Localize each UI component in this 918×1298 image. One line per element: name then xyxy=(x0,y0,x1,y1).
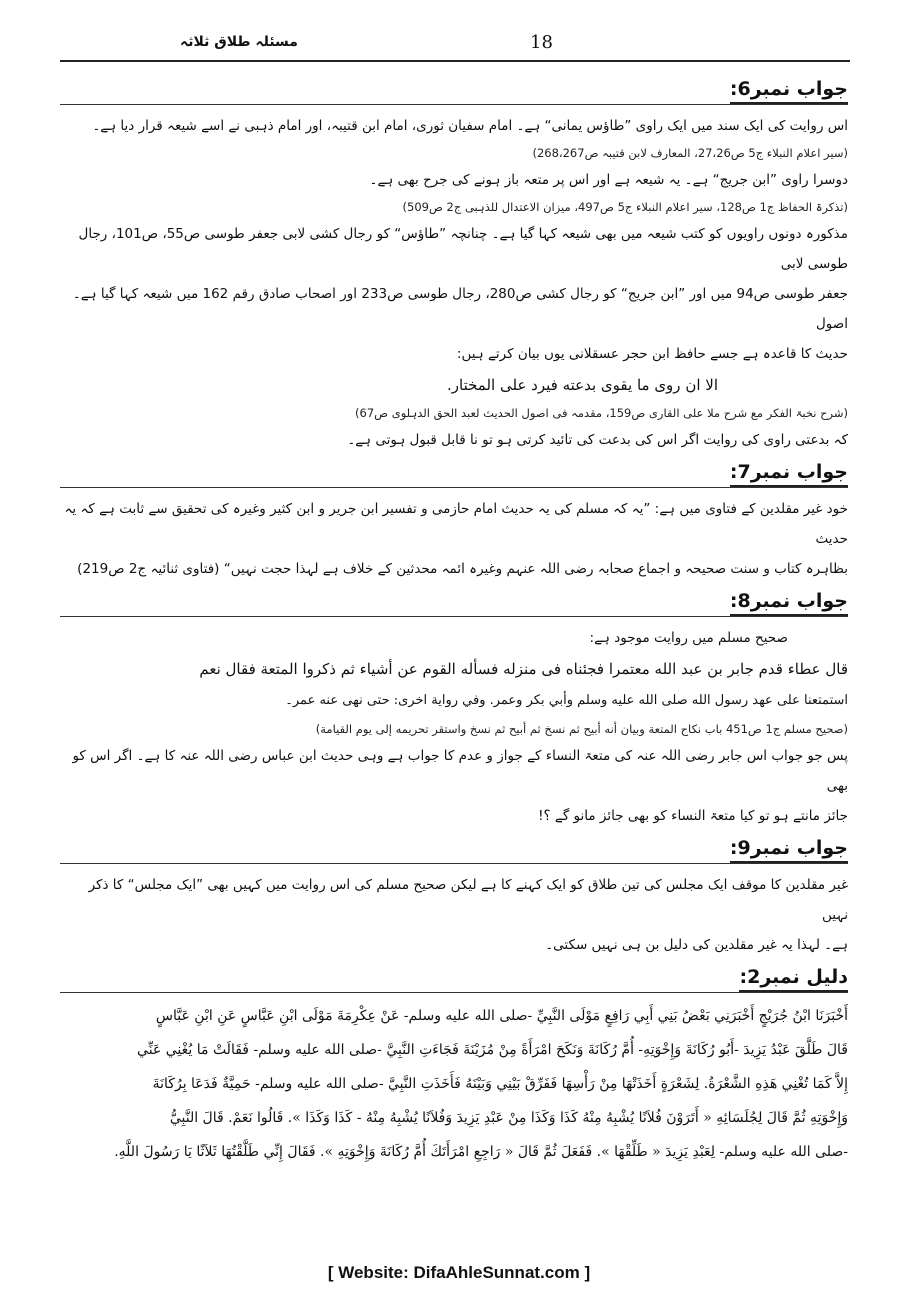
paragraph: مذکورہ دونوں راویوں کو کتب شیعہ میں بھی شیعہ کہا گیا ہے۔ چنانچہ ”طاؤس“ کو رجال کشی لابی جعفر طوسی ص55، ص101، رجال طوسی لابی xyxy=(78,226,848,272)
answer-9-section xyxy=(60,831,848,960)
book-title: مسئلہ طلاق ثلاثہ xyxy=(180,34,298,50)
answer-8-heading: جواب نمبر8: xyxy=(730,590,848,616)
reference: (شرح نخبۃ الفکر مع شرح ملا علی القاری ص159، مقدمہ فی اصول الحدیث لعبد الحق الدہلوی ص67) xyxy=(355,406,848,420)
answer-7-section xyxy=(60,455,848,584)
reference: (صحیح مسلم ج1 ص451 باب نکاح المتعة وبيان أنه أبيح ثم نسخ ثم أبيح ثم نسخ واستقر تحريمه إلى يوم القيامة) xyxy=(315,722,848,736)
answer-6-section xyxy=(60,72,848,455)
evidence-2-section xyxy=(60,960,848,1169)
arabic-hadith-line: وَإِخْوَتِهِ ثُمَّ قَالَ لِجُلَسَائِهِ « أَتَرَوْنَ فُلاَنًا يُشْبِهُ مِنْهُ كَذَا وَكَذَا مِنْ عَبْدِ يَزِيدَ وَفُلاَنًا يُشْبِهُ مِنْهُ - كَذَا وَكَذَا ». قَالُوا نَعَمْ. قَالَ النَّبِيُّ xyxy=(169,1110,848,1126)
arabic-quote: استمتعنا علی عهد رسول الله صلی الله علیه وسلم وأبي بكر وعمر. وفي رواية اخرى: حتى نهی عنه عمر۔ xyxy=(285,693,848,708)
paragraph: بظاہرہ کتاب و سنت صحیحہ و اجماع صحابہ رضی اللہ عنہم وغیرہ ائمہ محدثین کے خلاف ہے لہذا حجت نہیں“ (فتاوی ثنائیہ ج2 ص219) xyxy=(77,561,848,577)
arabic-quote: الا ان روی ما یقوی بدعته فیرد علی المختار. xyxy=(447,376,718,394)
paragraph: غیر مقلدین کا موقف ایک مجلس کی تین طلاق کو ایک کہنے کا ہے لیکن صحیح مسلم کی اس روایت میں کہیں بھی ”ایک مجلس“ کا ذکر نہیں xyxy=(88,877,848,923)
arabic-hadith-line: قَالَ طَلَّقَ عَبْدُ يَزِيدَ -أَبُو رُكَانَةَ وَإِخْوَتِهِ- أُمَّ رُكَانَةَ وَنَكَحَ امْرَأَةً مِنْ مُزَيْنَةَ فَجَاءَتِ النَّبِيَّ -صلی الله علیه وسلم- فَقَالَتْ مَا يُغْنِي عَنِّي xyxy=(137,1042,848,1058)
paragraph: خود غیر مقلدین کے فتاوی میں ہے: ”یہ کہ مسلم کی یہ حدیث امام حازمی و تفسیر ابن جریر و ابن کثیر وغیرہ کی تحقیق سے ثابت ہے کہ یہ حدیث xyxy=(64,501,848,547)
website-footer: [ Website: DifaAhleSunnat.com ] xyxy=(327,1263,591,1282)
answer-9-heading: جواب نمبر9: xyxy=(730,837,848,863)
paragraph: حدیث کا قاعدہ ہے جسے حافظ ابن حجر عسقلانی یوں بیان کرتے ہیں: xyxy=(456,346,848,362)
heading-underline xyxy=(60,104,848,105)
arabic-quote: قال عطاء قدم جابر بن عبد الله معتمرا فجئناه فی منزله فسأله القوم عن أشياء ثم ذكروا المتعة فقال نعم xyxy=(199,660,848,678)
answer-7-heading: جواب نمبر7: xyxy=(730,461,848,487)
page-number: 18 xyxy=(530,32,553,53)
header-rule xyxy=(60,60,850,62)
evidence-2-heading: دلیل نمبر2: xyxy=(739,966,848,992)
page-header xyxy=(60,30,850,60)
paragraph: جائز مانتے ہو تو کیا متعۃ النساء کو بھی جائز مانو گے ؟! xyxy=(538,808,848,824)
heading-underline xyxy=(60,616,848,617)
arabic-hadith-line: إِلاَّ كَمَا تُغْنِي هَذِهِ الشَّعْرَةُ. لِشَعْرَةٍ أَخَذَتْهَا مِنْ رَأْسِهَا فَفَرِّقْ بَيْنِي وَبَيْنَهُ فَأَخَذَتِ النَّبِيَّ -صلی الله علیه وسلم- حَمِيَّةٌ فَدَعَا بِرُكَانَةَ xyxy=(152,1076,848,1092)
paragraph: صحیح مسلم میں روایت موجود ہے: xyxy=(589,630,788,646)
reference: (تذکرۃ الحفاظ ج1 ص128، سیر اعلام النبلاء ج5 ص497، میزان الاعتدال للذہبی ج2 ص509) xyxy=(402,200,848,214)
paragraph: دوسرا راوی ”ابن جریج“ ہے۔ یہ شیعہ ہے اور اس پر متعہ باز ہونے کی جرح بھی ہے۔ xyxy=(369,172,848,188)
arabic-hadith-line: أَخْبَرَنَا ابْنُ جُرَيْجٍ أَخْبَرَنِي بَعْضُ بَنِي أَبِي رَافِعٍ مَوْلَى النَّبِيِّ -صلی الله علیه وسلم- عَنْ عِكْرِمَةَ مَوْلَى ابْنِ عَبَّاسٍ عَنِ ابْنِ عَبَّاسٍ xyxy=(155,1008,848,1024)
heading-underline xyxy=(60,863,848,864)
page-body xyxy=(60,72,848,1169)
answer-8-section xyxy=(60,584,848,831)
reference: (سیر اعلام النبلاء ج5 ص27،26، المعارف لابن قتیبہ ص268،267) xyxy=(532,146,848,160)
paragraph: پس جو جواب اس جابر رضی اللہ عنہ کی متعۃ النساء کے جواز و عدم کا جواب ہے وہی حدیث ابن عباس رضی اللہ عنہ کا ہے۔ اگر اس کو بھی xyxy=(72,748,848,794)
paragraph: کہ بدعتی راوی کی روایت اگر اس کی بدعت کی تائید کرتی ہو تو نا قابل قبول ہوتی ہے۔ xyxy=(347,432,848,448)
paragraph: ہے۔ لہذا یہ غیر مقلدین کی دلیل بن ہی نہیں سکتی۔ xyxy=(545,937,848,953)
paragraph: جعفر طوسی ص94 میں اور ”ابن جریج“ کو رجال کشی ص280، رجال طوسی ص233 اور اصحاب صادق رقم 162 میں شیعہ کہا گیا ہے۔ اصول xyxy=(72,286,848,332)
arabic-hadith-line: -صلی الله علیه وسلم- لِعَبْدِ يَزِيدَ « طَلِّقْهَا ». فَفَعَلَ ثُمَّ قَالَ « رَاجِعِ امْرَأَتَكَ أُمَّ رُكَانَةَ وَإِخْوَتِهِ ». فَقَالَ إِنِّي طَلَّقْتُهَا ثَلاَثًا يَا رَسُولَ اللَّهِ. xyxy=(114,1144,848,1160)
answer-6-heading: جواب نمبر6: xyxy=(730,78,848,104)
paragraph: اس روایت کی ایک سند میں ایک راوی ”طاؤس یمانی“ ہے۔ امام سفیان ثوری، امام ابن قتیبہ، اور امام ذہبی نے اسے شیعہ قرار دیا ہے۔ xyxy=(92,118,848,134)
heading-underline xyxy=(60,487,848,488)
heading-underline xyxy=(60,992,848,993)
